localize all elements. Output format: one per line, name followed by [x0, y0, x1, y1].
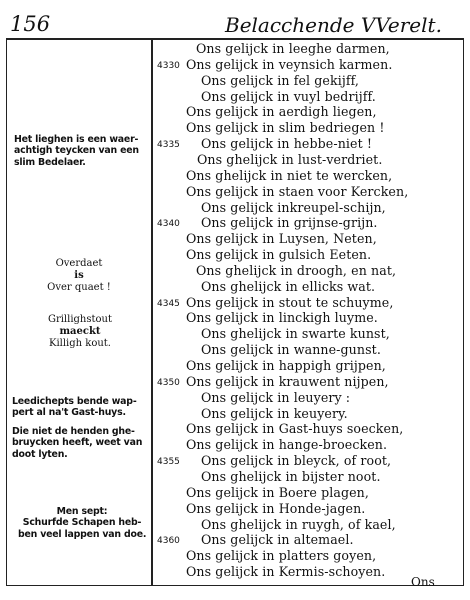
margin-note-line: Killigh kout. — [48, 338, 111, 349]
margin-note-line: slim Bedelaer. — [14, 156, 86, 168]
margin-note-line: maeckt — [59, 326, 101, 337]
margin-note-line: is — [74, 270, 84, 281]
verse-line: Ons gelijck in vuyl bedrijff. — [201, 88, 376, 104]
verse-line: Ons gelijck in linckigh luyme. — [186, 310, 378, 326]
margin-note-line: Men sept: — [56, 506, 108, 517]
line-number: 4335 — [157, 140, 180, 151]
margin-note-line: ben veel lappen van doe. — [18, 528, 147, 540]
verse-line: Ons ghelijck in swarte kunst, — [201, 326, 390, 342]
verse-line: Ons gelijck in altemael. — [201, 532, 354, 548]
verse-line: Ons gelijck in Gast-huys soecken, — [186, 421, 404, 437]
verse-line: Ons gelijck in Boere plagen, — [186, 484, 369, 500]
verse-line: Ons ghelijck in ellicks wat. — [201, 278, 376, 294]
verse-line: Ons gelijck in keuyery. — [201, 405, 348, 421]
line-number: 4340 — [157, 219, 180, 230]
margin-note — [14, 134, 139, 168]
margin-note — [12, 396, 137, 419]
verse-line: Ons gelijck in grijnse-grijn. — [201, 215, 378, 231]
margin-note-line: achtigh teycken van een — [14, 145, 139, 157]
margin-note — [18, 506, 146, 540]
running-head: Belacchende VVerelt. — [225, 13, 442, 37]
verse-line: Ons gelijck in platters goyen, — [186, 548, 377, 564]
verse-line: Ons ghelijck in droogh, en nat, — [196, 262, 397, 278]
line-number: 4350 — [157, 377, 180, 388]
margin-note — [40, 314, 120, 350]
margin-note-line: pert al na't Gast-huys. — [12, 407, 126, 419]
verse-line: Ons gelijck in leeghe darmen, — [196, 41, 390, 56]
margin-note — [44, 258, 114, 294]
line-number: 4355 — [157, 457, 180, 468]
line-number: 4345 — [157, 298, 180, 309]
verse-line: Ons ghelijck in lust-verdriet. — [197, 151, 383, 167]
verse-line: Ons gelijck in Kermis-schoyen. — [186, 564, 386, 579]
margin-note-line: Overdaet — [55, 258, 103, 269]
verse-line: Ons ghelijck in niet te wercken, — [186, 167, 393, 183]
verse-line: Ons gelijck in krauwent nijpen, — [186, 373, 389, 389]
verse-line: Ons ghelijck in bijster noot. — [201, 468, 381, 484]
verse-line: Ons gelijck in Honde-jagen. — [186, 500, 366, 516]
verse-line: Ons gelijck in bleyck, of root, — [201, 453, 392, 469]
margin-note-line: Schurfde Schapen heb- — [22, 517, 142, 529]
top-rule — [6, 38, 464, 40]
left-border-rule — [6, 38, 7, 586]
verse-line: Ons gelijck inkreupel-schijn, — [201, 199, 386, 215]
right-border-rule — [463, 38, 464, 586]
margin-note-line: bruycken heeft, weet van — [12, 437, 143, 449]
verse-line: Ons gelijck in stout te schuyme, — [186, 294, 394, 310]
margin-note-line: Leedichepts bende wap- — [12, 396, 137, 407]
margin-note-line: Grillighstout — [47, 314, 113, 325]
verse-line: Ons gelijck in leuyery : — [201, 389, 351, 405]
verse-line: Ons gelijck in wanne-gunst. — [201, 342, 381, 358]
margin-note-line: Over quaet ! — [47, 282, 111, 293]
verse-line: Ons gelijck in gulsich Eeten. — [186, 247, 372, 262]
bottom-rule — [6, 585, 464, 586]
gutter-rule — [151, 38, 153, 586]
line-number: 4360 — [157, 536, 180, 547]
verse-line: Ons gelijck in Luysen, Neten, — [186, 231, 377, 247]
margin-note-line: Het lieghen is een waer- — [14, 134, 139, 145]
verse-line: Ons gelijck in hange-broecken. — [186, 437, 388, 453]
verse-line: Ons gelijck in slim bedriegen ! — [186, 120, 385, 136]
verse-line: Ons gelijck in happigh grijpen, — [186, 358, 386, 373]
margin-note-line: doot lyten. — [12, 448, 68, 460]
verse-line: Ons gelijck in fel gekijff, — [201, 72, 360, 88]
margin-note — [12, 426, 142, 460]
margin-note-line: Die niet de henden ghe- — [12, 426, 135, 437]
verse-line: Ons gelijck in staen voor Kercken, — [186, 183, 409, 199]
verse-line: Ons gelijck in aerdigh liegen, — [186, 104, 377, 120]
line-number: 4330 — [157, 60, 180, 71]
verse-line: Ons ghelijck in ruygh, of kael, — [201, 516, 396, 532]
catchword: Ons — [411, 575, 435, 589]
verse-line: Ons gelijck in veynsich karmen. — [186, 56, 393, 72]
page-number: 156 — [10, 12, 51, 36]
verse-line: Ons gelijck in hebbe-niet ! — [201, 136, 373, 152]
